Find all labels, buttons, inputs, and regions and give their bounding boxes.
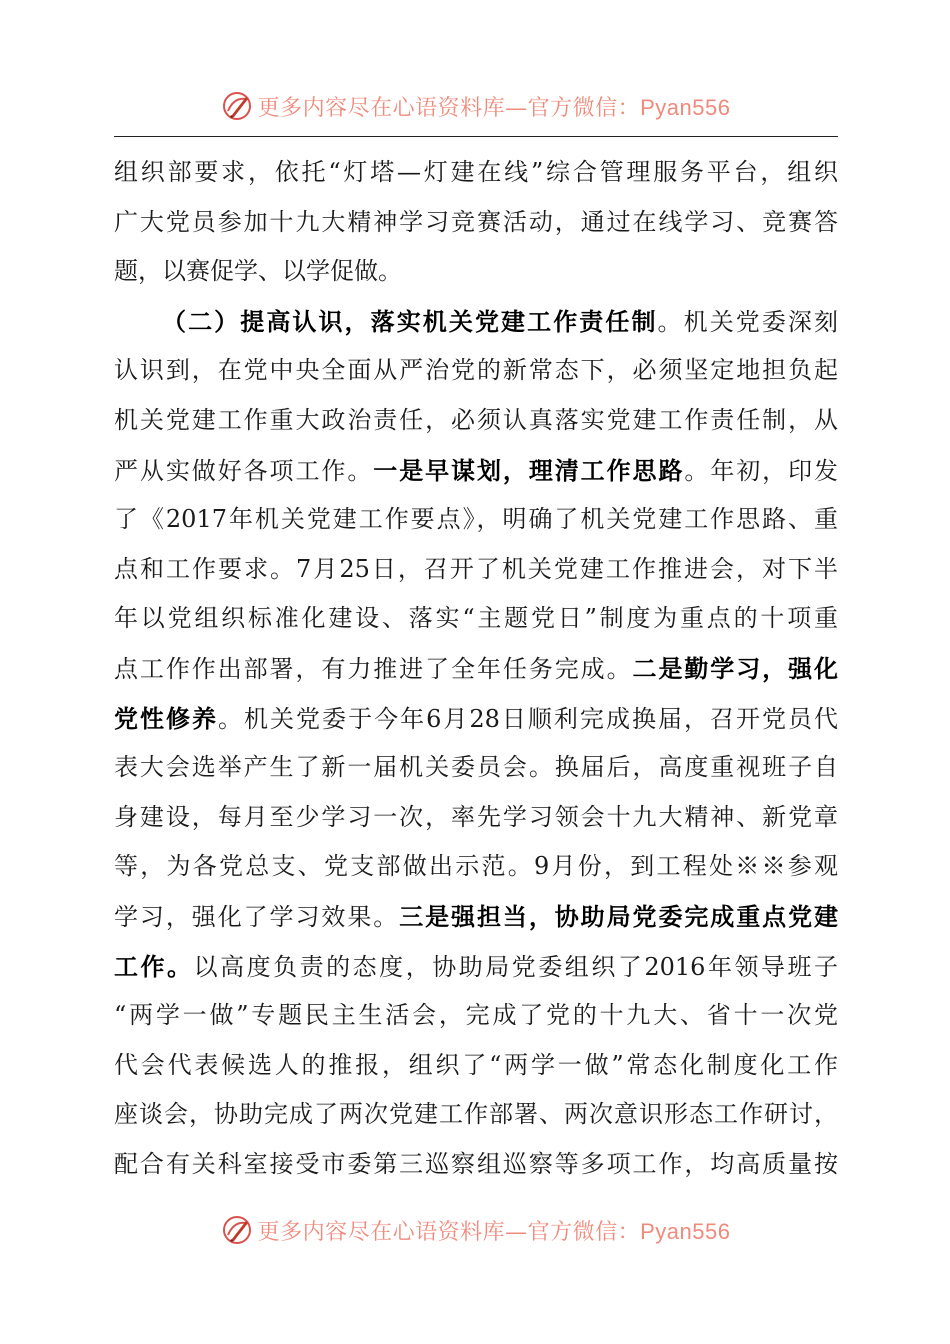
body-text-segment: 代会代表候选人的推报，组织了“两学一做”常态化制度化工作 [114,1050,838,1079]
text-line [114,396,838,446]
bold-heading-text: （二）提高认识，落实机关党建工作责任制 [162,306,658,336]
header-divider [114,136,838,137]
body-text-segment: 配合有关科室接受市委第三巡察组巡察等多项工作，均高质量按 [114,1149,838,1178]
text-line [114,842,838,892]
text-line [114,594,838,644]
text-line [114,694,838,744]
pen-logo-icon [220,1213,254,1247]
body-text-segment: 组织部要求，依托“灯塔—灯建在线”综合管理服务平台，组织 [114,158,838,186]
bold-heading-text: 党性修养 [114,703,219,733]
body-text-segment: 以高度负责的态度，协助局党委组织了2016年领导班子 [193,952,839,981]
bold-heading-text: 工作。 [114,951,194,981]
text-line [114,743,838,793]
footer-banner[interactable] [0,1204,950,1256]
text-line [114,793,838,843]
bold-heading-text: 三是强担当，协助局党委完成重点党建 [399,901,839,931]
body-text-segment: “两学一做”专题民主生活会，完成了党的十九大、省十一次党 [114,1001,838,1030]
text-line [114,1140,838,1190]
body-text-segment: 广大党员参加十九大精神学习竞赛活动，通过在线学习、竞赛答 [114,207,838,236]
text-line [114,495,838,545]
text-line [114,148,838,198]
body-text-segment: 座谈会，协助完成了两次党建工作部署、两次意识形态工作研讨， [114,1100,838,1129]
bold-heading-text: 一是早谋划，理清工作思路 [373,455,685,485]
footer-banner-text: 更多内容尽在心语资料库—官方微信：Pyan556 [257,1218,731,1245]
bold-heading-text: 二是勤学习，强化 [632,653,839,683]
text-line [114,644,838,694]
footer-wechat-id: Pyan556 [640,1218,731,1244]
document-body [114,148,838,1189]
text-line [114,1090,838,1140]
header-banner[interactable] [0,80,950,132]
text-line [114,545,838,595]
body-text-segment: 了《2017年机关党建工作要点》，明确了机关党建工作思路、重 [114,505,838,534]
body-text-segment: 点工作作出部署，有力推进了全年任务完成。 [114,654,633,683]
text-line [114,198,838,248]
text-line [114,297,838,347]
body-text-segment: 等，为各党总支、党支部做出示范。9月份，到工程处※※参观 [114,852,838,881]
body-text-segment: 认识到，在党中央全面从严治党的新常态下，必须坚定地担负起 [114,356,838,385]
body-text-segment: 机关党建工作重大政治责任，必须认真落实党建工作责任制，从 [114,405,838,434]
pen-logo-icon [220,89,254,123]
body-text-segment: 身建设，每月至少学习一次，率先学习领会十九大精神、新党章 [114,802,838,831]
text-line [114,892,838,942]
body-text-segment: 表大会选举产生了新一届机关委员会。换届后，高度重视班子自 [114,753,838,782]
text-line [114,991,838,1041]
text-line [114,446,838,496]
body-text-segment: 。机关党委于今年6月28日顺利完成换届，召开党员代 [218,704,838,733]
body-text-segment: 。机关党委深刻 [657,307,839,336]
body-text-segment: 严从实做好各项工作。 [114,456,374,485]
body-text-segment: 题，以赛促学、以学促做。 [114,257,402,286]
body-text-segment: 学习，强化了学习效果。 [114,902,400,931]
text-line [114,346,838,396]
header-banner-text: 更多内容尽在心语资料库—官方微信：Pyan556 [257,94,731,121]
text-line [114,1041,838,1091]
body-text-segment: 。年初，印发 [684,456,839,485]
header-wechat-id: Pyan556 [640,94,731,120]
body-text-segment: 年以党组织标准化建设、落实“主题党日”制度为重点的十项重 [114,604,838,633]
body-text-segment: 点和工作要求。7月25日，召开了机关党建工作推进会，对下半 [114,554,838,583]
text-line [114,247,838,297]
text-line [114,942,838,992]
